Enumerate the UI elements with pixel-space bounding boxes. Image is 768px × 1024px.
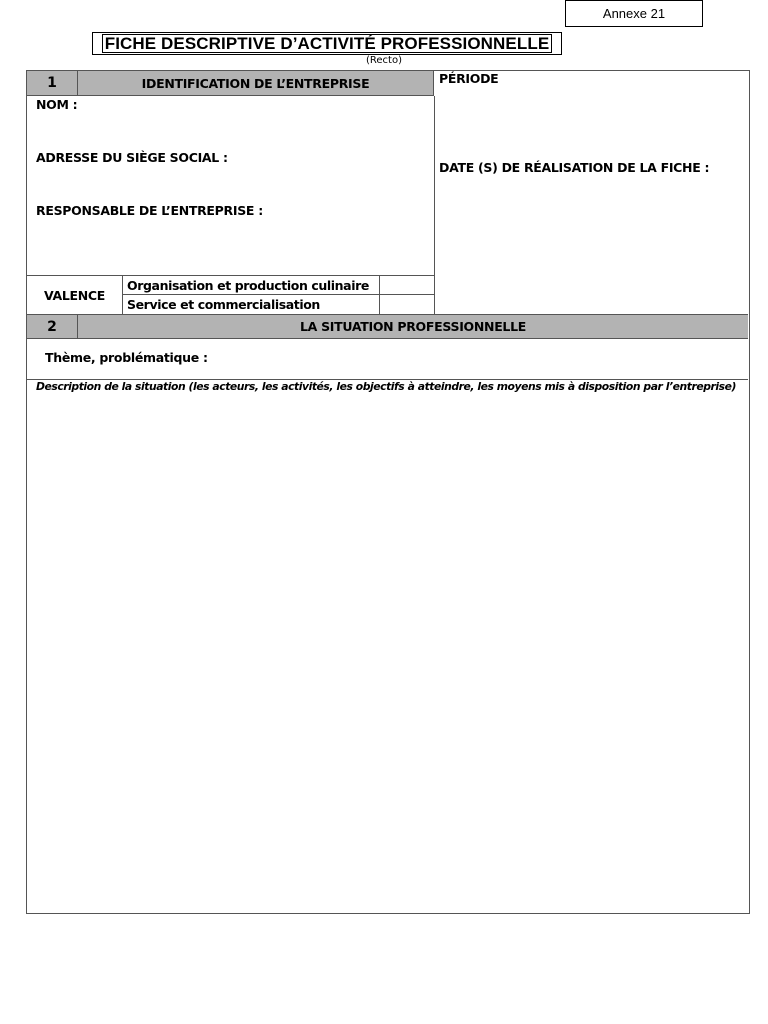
valence-checkbox-service[interactable] bbox=[380, 295, 435, 314]
description-area[interactable] bbox=[27, 380, 748, 912]
valence-option-service: Service et commercialisation bbox=[123, 295, 380, 314]
section1-heading: IDENTIFICATION DE L’ENTREPRISE bbox=[78, 71, 434, 96]
valence-option-culinaire: Organisation et production culinaire bbox=[123, 276, 380, 295]
document-title bbox=[92, 32, 562, 55]
nom-field: NOM : bbox=[36, 97, 78, 112]
annex-label: Annexe 21 bbox=[565, 0, 703, 27]
valence-label: VALENCE bbox=[27, 276, 123, 314]
form-frame bbox=[26, 70, 750, 914]
description-label: Description de la situation (les acteurs, les activités, les objectifs à atteindre, les moyens mis à disposition par l’entreprise) bbox=[36, 380, 736, 393]
section2-number: 2 bbox=[27, 314, 78, 339]
recto-note: (Recto) bbox=[366, 55, 402, 66]
responsable-field: RESPONSABLE DE L’ENTREPRISE : bbox=[36, 203, 263, 218]
adresse-field: ADRESSE DU SIÈGE SOCIAL : bbox=[36, 150, 228, 165]
valence-checkbox-culinaire[interactable] bbox=[380, 276, 435, 295]
document-title-text: FICHE DESCRIPTIVE D’ACTIVITÉ PROFESSIONNELLE bbox=[102, 34, 553, 53]
theme-label: Thème, problématique : bbox=[45, 350, 208, 365]
section2-heading: LA SITUATION PROFESSIONNELLE bbox=[78, 314, 748, 339]
company-identification-block bbox=[27, 96, 435, 276]
theme-field bbox=[27, 339, 748, 380]
periode-field: PÉRIODE bbox=[439, 71, 499, 86]
date-realisation-field: DATE (S) DE RÉALISATION DE LA FICHE : bbox=[439, 160, 710, 175]
section1-number: 1 bbox=[27, 71, 78, 96]
